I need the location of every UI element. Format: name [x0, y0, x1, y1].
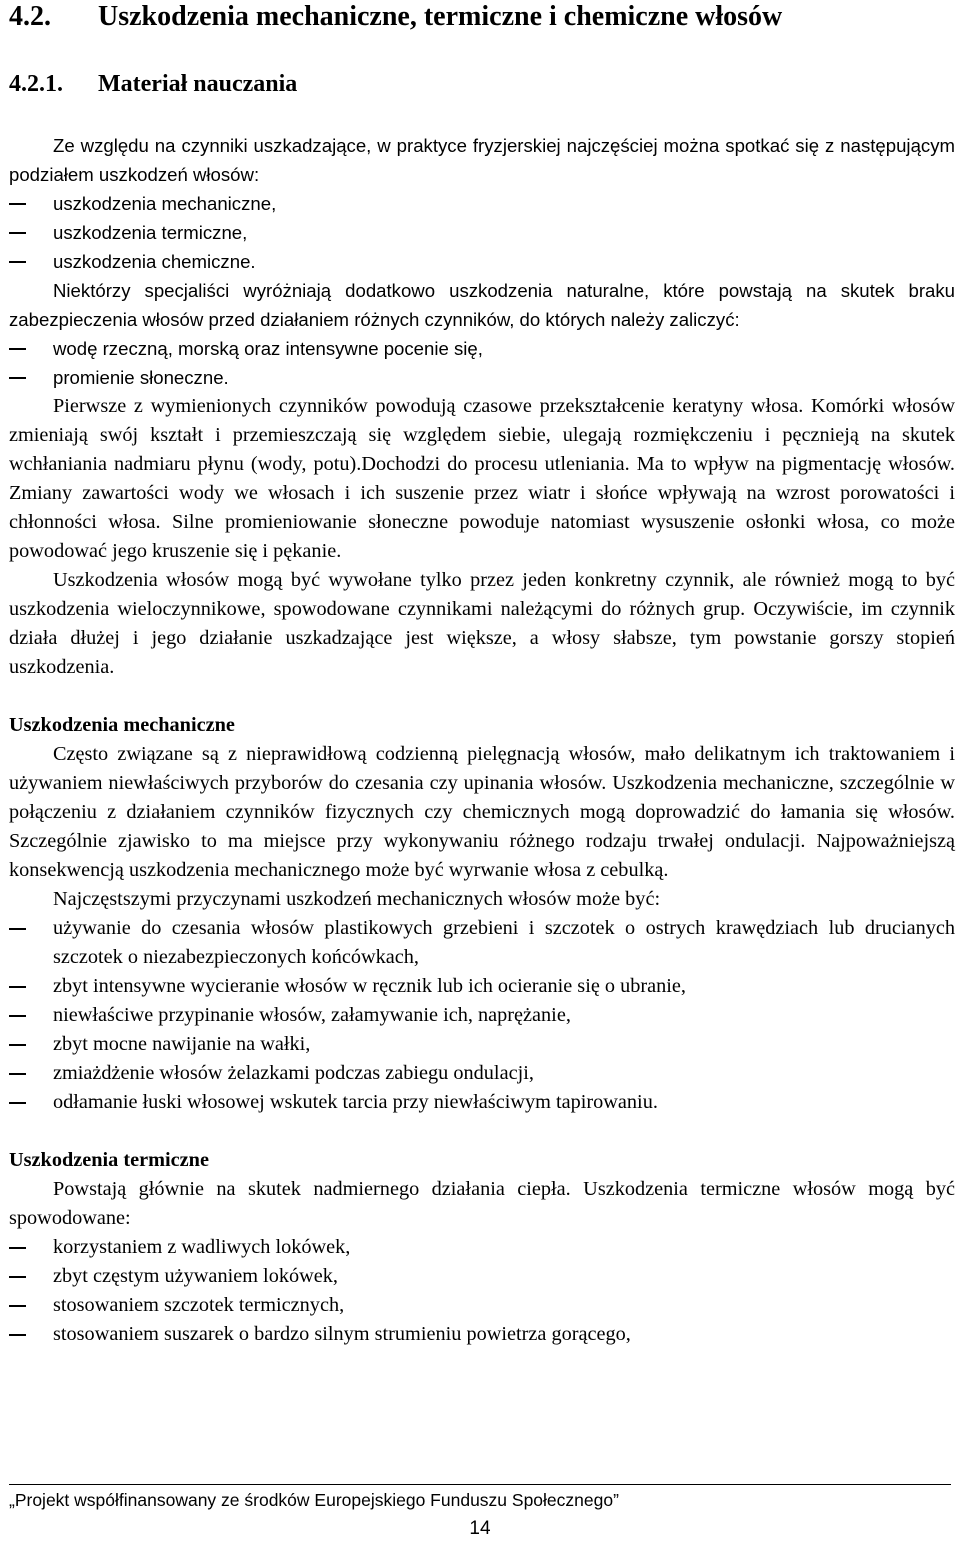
footer-project-note: „Projekt współfinansowany ze środków Europejskiego Funduszu Społecznego”: [9, 1490, 619, 1510]
thermal-heading: Uszkodzenia termiczne: [9, 1149, 209, 1171]
mechanical-causes-list: [9, 914, 955, 1117]
thermal-paragraph-1: Powstają głównie na skutek nadmiernego działania ciepła. Uszkodzenia termiczne włosów mogą być spowodowane:: [9, 1178, 955, 1229]
subsection-number: 4.2.1.: [9, 71, 63, 97]
list-item: zbyt mocne nawijanie na wałki,: [9, 1030, 955, 1059]
subsection-title: Materiał nauczania: [98, 71, 298, 97]
intro-paragraph-3: Pierwsze z wymienionych czynników powodują czasowe przekształcenie keratyny włosa. Komórki włosów zmieniają swój kształt i przemieszczają się względem siebie, ulegają rozmiękczeniu i pęcznieją na skutek wchłaniania nadmiaru płynu (wody, potu).Dochodzi do procesu utleniania. Ma to wpływ na pigmentację włosów. Zmiany zawartości wody we włosach i ich suszenie przez wiatr i słońce wpływają na wzrost porowatości i chłonności włosa. Silne promieniowanie słoneczne powoduje natomiast wysuszenie osłonki włosa, co może powodować jego kruszenie się i pękanie.: [9, 395, 955, 562]
footer-divider: [9, 1484, 951, 1485]
section-number: 4.2.: [9, 1, 51, 32]
list-item: uszkodzenia mechaniczne,: [9, 189, 955, 218]
section-title: Uszkodzenia mechaniczne, termiczne i chemiczne włosów: [98, 1, 783, 32]
list-item: stosowaniem szczotek termicznych,: [9, 1291, 955, 1320]
list-item: uszkodzenia termiczne,: [9, 218, 955, 247]
list-item: stosowaniem suszarek o bardzo silnym strumieniu powietrza gorącego,: [9, 1320, 955, 1349]
list-item: uszkodzenia chemiczne.: [9, 247, 955, 276]
list-item: niewłaściwe przypinanie włosów, załamywanie ich, naprężanie,: [9, 1001, 955, 1030]
intro-paragraph-2: Niektórzy specjaliści wyróżniają dodatkowo uszkodzenia naturalne, które powstają na skutek braku zabezpieczenia włosów przed działaniem różnych czynników, do których należy zaliczyć:: [9, 280, 955, 330]
list-item: promienie słoneczne.: [9, 363, 955, 392]
natural-factors-list: [9, 334, 955, 392]
document-body: [9, 131, 955, 1349]
section-heading: [9, 0, 782, 34]
damage-types-list: [9, 189, 955, 276]
list-item: zbyt intensywne wycieranie włosów w ręcznik lub ich ocieranie się o ubranie,: [9, 972, 955, 1001]
thermal-causes-list: [9, 1233, 955, 1349]
list-item: zmiażdżenie włosów żelazkami podczas zabiegu ondulacji,: [9, 1059, 955, 1088]
list-item: zbyt częstym używaniem lokówek,: [9, 1262, 955, 1291]
list-item: wodę rzeczną, morską oraz intensywne pocenie się,: [9, 334, 955, 363]
mechanical-paragraph-2: Najczęstszymi przyczynami uszkodzeń mechanicznych włosów może być:: [53, 888, 661, 910]
list-item: korzystaniem z wadliwych lokówek,: [9, 1233, 955, 1262]
page-number: 14: [469, 1518, 491, 1539]
mechanical-paragraph-1: Często związane są z nieprawidłową codzienną pielęgnacją włosów, mało delikatnym ich traktowaniem i używaniem niewłaściwych przyborów do czesania czy upinania włosów. Uszkodzenia mechaniczne, szczególnie w połączeniu z działaniem czynników fizycznych czy chemicznych mogą doprowadzić do łamania się włosów. Szczególnie zjawisko to ma miejsce przy wykonywaniu różnego rodzaju trwałej ondulacji. Najpoważniejszą konsekwencją uszkodzenia mechanicznego może być wyrwanie włosa z cebulką.: [9, 743, 955, 881]
list-item: odłamanie łuski włosowej wskutek tarcia przy niewłaściwym tapirowaniu.: [9, 1088, 955, 1117]
list-item: używanie do czesania włosów plastikowych grzebieni i szczotek o ostrych krawędziach lub drucianych szczotek o niezabezpieczonych końcówkach,: [9, 914, 955, 972]
mechanical-heading: Uszkodzenia mechaniczne: [9, 714, 235, 736]
intro-paragraph-4: Uszkodzenia włosów mogą być wywołane tylko przez jeden konkretny czynnik, ale również mogą to być uszkodzenia wieloczynnikowe, spowodowane czynnikami należącymi do różnych grup. Oczywiście, im czynnik działa dłużej i jego działanie uszkadzające jest większe, a włosy słabsze, tym powstanie gorszy stopień uszkodzenia.: [9, 569, 955, 678]
subsection-heading: [9, 68, 297, 100]
intro-paragraph-1: Ze względu na czynniki uszkadzające, w praktyce fryzjerskiej najczęściej można spotkać się z następującym podziałem uszkodzeń włosów:: [9, 135, 955, 185]
